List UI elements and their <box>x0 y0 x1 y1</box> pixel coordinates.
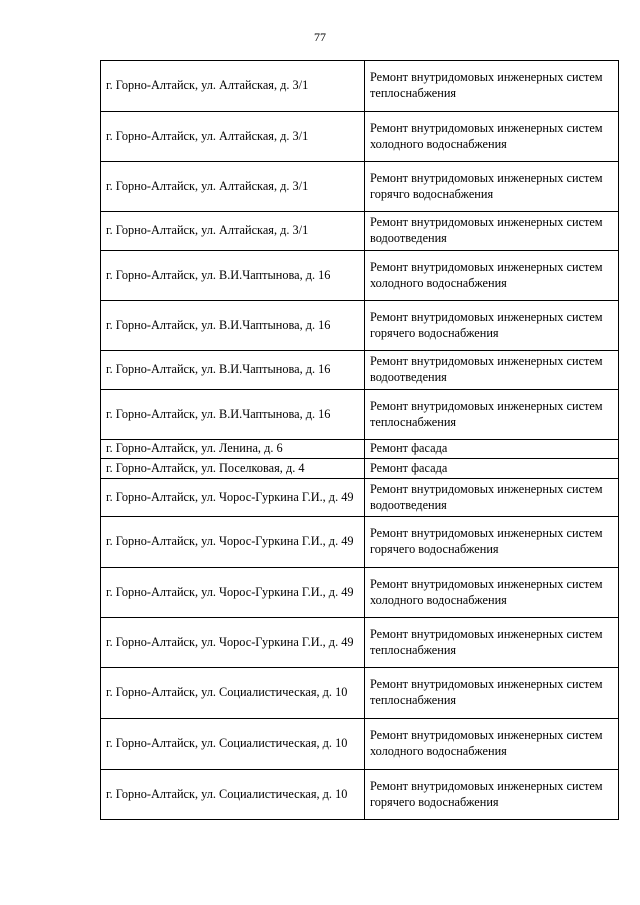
work-cell: Ремонт внутридомовых инженерных систем холодного водоснабжения <box>365 568 619 618</box>
work-cell: Ремонт внутридомовых инженерных систем водоотведения <box>365 351 619 390</box>
table-row <box>101 162 619 212</box>
table-row <box>101 251 619 301</box>
work-cell: Ремонт внутридомовых инженерных систем горячго водоснабжения <box>365 162 619 212</box>
address-cell: г. Горно-Алтайск, ул. Чорос-Гуркина Г.И., д. 49 <box>101 568 365 618</box>
address-cell: г. Горно-Алтайск, ул. Поселковая, д. 4 <box>101 459 365 479</box>
work-cell: Ремонт внутридомовых инженерных систем горячего водоснабжения <box>365 517 619 568</box>
table-row <box>101 301 619 351</box>
page-number: 77 <box>314 30 326 44</box>
table-row <box>101 61 619 112</box>
address-cell: г. Горно-Алтайск, ул. Социалистическая, д. 10 <box>101 668 365 719</box>
table-row <box>101 112 619 162</box>
address-cell: г. Горно-Алтайск, ул. В.И.Чаптынова, д. 16 <box>101 351 365 390</box>
work-cell: Ремонт внутридомовых инженерных систем холодного водоснабжения <box>365 112 619 162</box>
address-cell: г. Горно-Алтайск, ул. Алтайская, д. 3/1 <box>101 162 365 212</box>
table-row <box>101 517 619 568</box>
work-cell: Ремонт внутридомовых инженерных систем холодного водоснабжения <box>365 719 619 770</box>
table-row <box>101 351 619 390</box>
address-cell: г. Горно-Алтайск, ул. Алтайская, д. 3/1 <box>101 212 365 251</box>
works-table <box>100 60 619 820</box>
work-cell: Ремонт внутридомовых инженерных систем горячего водоснабжения <box>365 301 619 351</box>
table-row <box>101 770 619 820</box>
work-cell: Ремонт внутридомовых инженерных систем водоотведения <box>365 212 619 251</box>
table-row <box>101 668 619 719</box>
table-row <box>101 212 619 251</box>
address-cell: г. Горно-Алтайск, ул. Социалистическая, д. 10 <box>101 719 365 770</box>
address-cell: г. Горно-Алтайск, ул. Алтайская, д. 3/1 <box>101 61 365 112</box>
table-row <box>101 390 619 440</box>
address-cell: г. Горно-Алтайск, ул. Социалистическая, д. 10 <box>101 770 365 820</box>
address-cell: г. Горно-Алтайск, ул. Алтайская, д. 3/1 <box>101 112 365 162</box>
works-table-body <box>101 61 619 820</box>
work-cell: Ремонт внутридомовых инженерных систем водоотведения <box>365 479 619 517</box>
work-cell: Ремонт внутридомовых инженерных систем теплоснабжения <box>365 61 619 112</box>
work-cell: Ремонт внутридомовых инженерных систем теплоснабжения <box>365 668 619 719</box>
table-row <box>101 440 619 459</box>
address-cell: г. Горно-Алтайск, ул. Чорос-Гуркина Г.И., д. 49 <box>101 618 365 668</box>
work-cell: Ремонт внутридомовых инженерных систем теплоснабжения <box>365 390 619 440</box>
table-row <box>101 719 619 770</box>
work-cell: Ремонт внутридомовых инженерных систем горячего водоснабжения <box>365 770 619 820</box>
address-cell: г. Горно-Алтайск, ул. Чорос-Гуркина Г.И., д. 49 <box>101 517 365 568</box>
table-row <box>101 568 619 618</box>
table-row <box>101 618 619 668</box>
work-cell: Ремонт фасада <box>365 440 619 459</box>
address-cell: г. Горно-Алтайск, ул. В.И.Чаптынова, д. 16 <box>101 251 365 301</box>
work-cell: Ремонт внутридомовых инженерных систем холодного водоснабжения <box>365 251 619 301</box>
address-cell: г. Горно-Алтайск, ул. В.И.Чаптынова, д. 16 <box>101 301 365 351</box>
address-cell: г. Горно-Алтайск, ул. Ленина, д. 6 <box>101 440 365 459</box>
table-row <box>101 459 619 479</box>
work-cell: Ремонт фасада <box>365 459 619 479</box>
address-cell: г. Горно-Алтайск, ул. Чорос-Гуркина Г.И., д. 49 <box>101 479 365 517</box>
address-cell: г. Горно-Алтайск, ул. В.И.Чаптынова, д. 16 <box>101 390 365 440</box>
work-cell: Ремонт внутридомовых инженерных систем теплоснабжения <box>365 618 619 668</box>
table-row <box>101 479 619 517</box>
